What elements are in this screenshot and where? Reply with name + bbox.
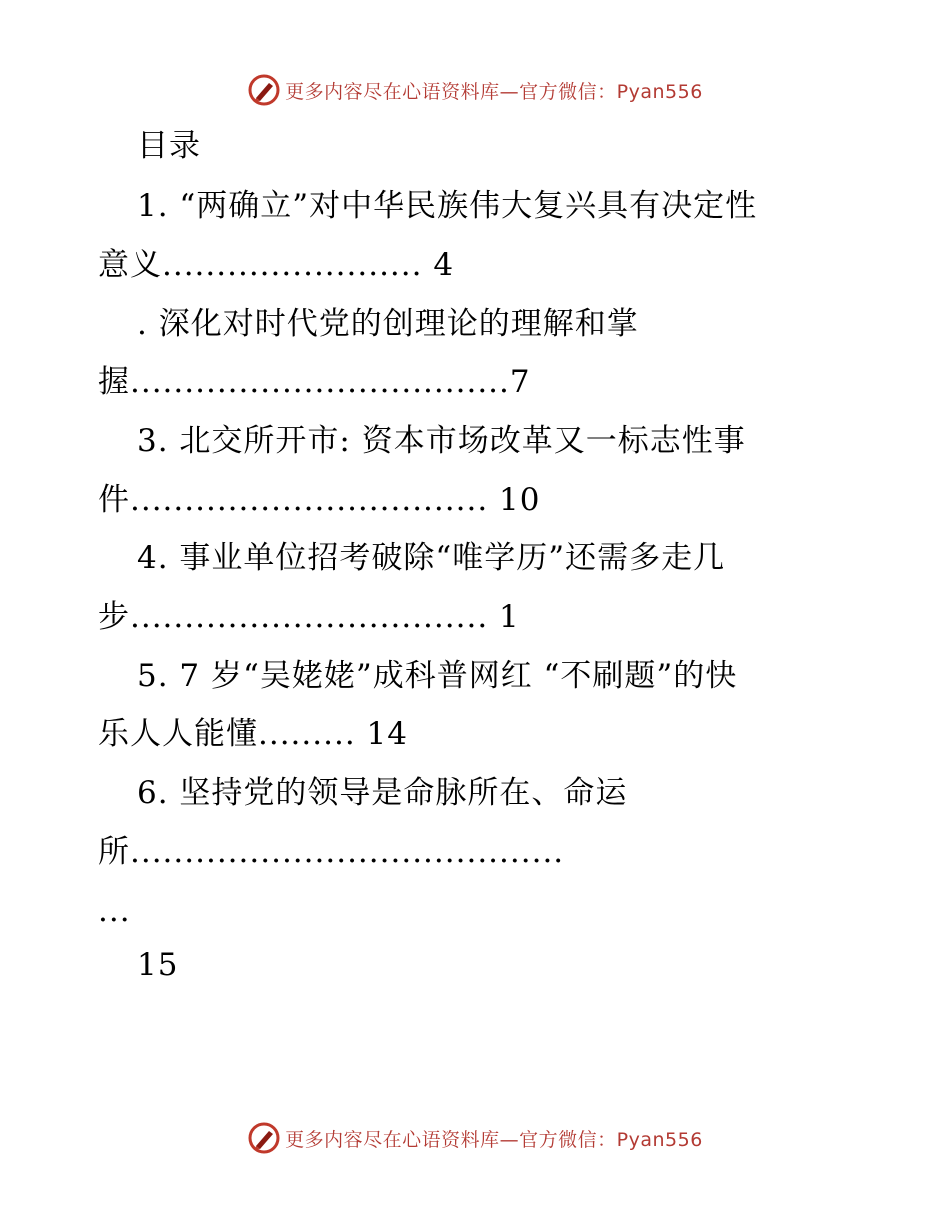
toc-line: 3. 北交所开市: 资本市场改革又一标志性事	[137, 423, 746, 459]
header-watermark	[0, 70, 950, 110]
toc-line: . 深化对时代党的创理论的理解和掌	[137, 306, 639, 342]
toc-line: 所........................................	[98, 834, 565, 870]
watermark-text: 更多内容尽在心语资料库—官方微信：Pyan556	[285, 80, 703, 103]
toc-line: 件................................. 10	[98, 482, 541, 518]
toc-line: 意义........................ 4	[98, 247, 455, 283]
pen-logo-icon	[247, 1121, 281, 1155]
toc-line: ...	[98, 893, 131, 929]
toc-line: 5. 7 岁“吴姥姥”成科普网红 “不刷题”的快	[137, 658, 738, 694]
pen-logo-icon	[247, 73, 281, 107]
toc-line: 步................................. 1	[98, 599, 520, 635]
toc-line: 15	[137, 947, 179, 983]
toc-heading: 目录	[137, 128, 201, 164]
toc-line: 握...................................7	[98, 364, 531, 400]
footer-watermark	[0, 1118, 950, 1158]
toc-line: 乐人人能懂......... 14	[98, 716, 408, 752]
toc-line: 6. 坚持党的领导是命脉所在、命运	[137, 775, 628, 811]
toc-line: 1. “两确立”对中华民族伟大复兴具有决定性	[137, 188, 758, 224]
toc-line: 4. 事业单位招考破除“唯学历”还需多走几	[137, 540, 726, 576]
watermark-text: 更多内容尽在心语资料库—官方微信：Pyan556	[285, 1128, 703, 1151]
